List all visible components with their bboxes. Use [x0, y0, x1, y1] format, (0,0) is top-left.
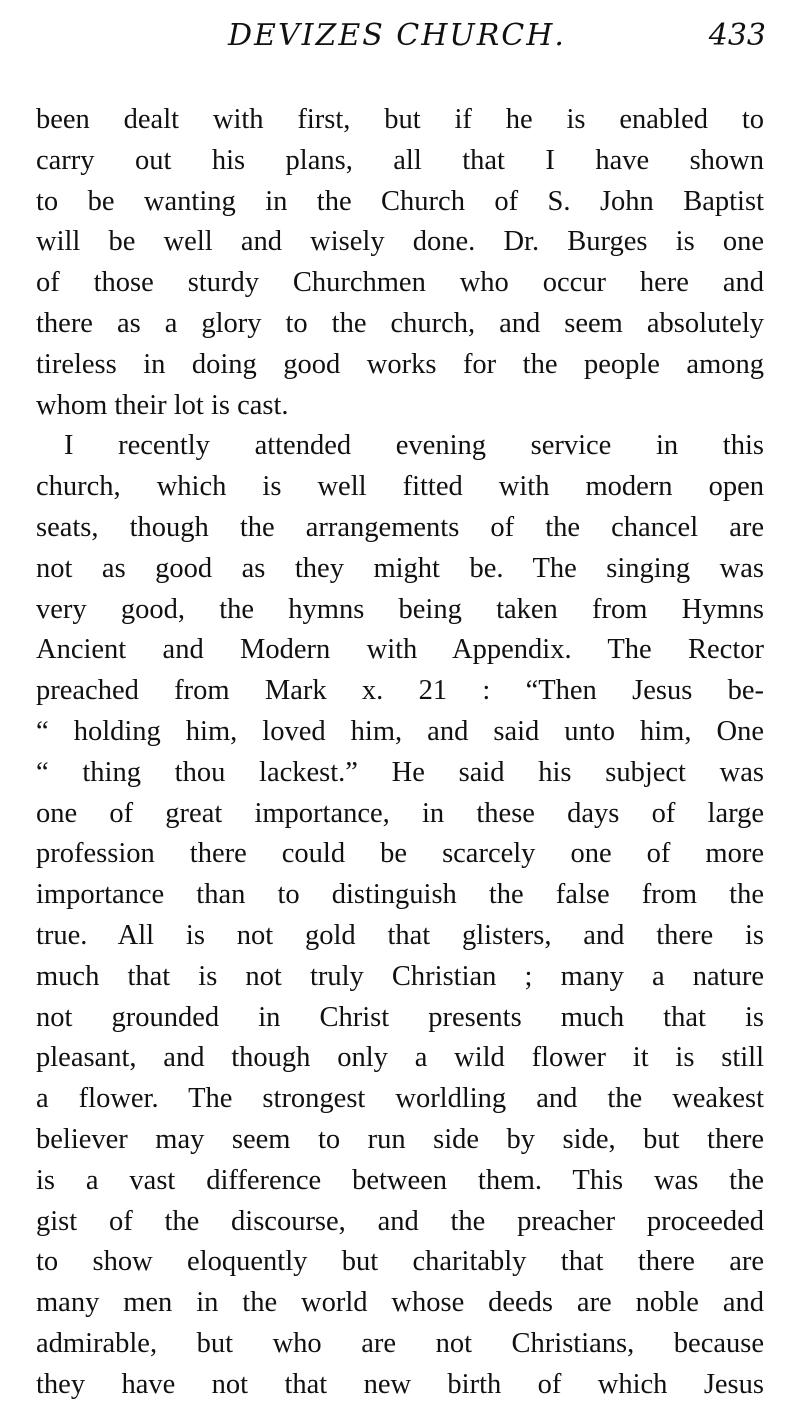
- text-line: of those sturdy Churchmen who occur here and: [36, 267, 764, 299]
- text-line: one of great importance, in these days of large: [36, 797, 764, 829]
- text-line: to be wanting in the Church of S. John Baptist: [36, 185, 764, 217]
- text-line: carry out his plans, all that I have shown: [36, 144, 764, 176]
- text-line: not as good as they might be. The singing was: [36, 552, 764, 584]
- text-line: true. All is not gold that glisters, and there is: [36, 919, 764, 951]
- text-line: many men in the world whose deeds are noble and: [36, 1287, 764, 1319]
- paragraph-end-line: whom their lot is cast.: [36, 389, 289, 421]
- text-line: not grounded in Christ presents much that is: [36, 1001, 764, 1033]
- text-line: will be well and wisely done. Dr. Burges is one: [36, 226, 764, 258]
- paragraph-start-line: I recently attended evening service in this: [64, 430, 764, 462]
- text-line: very good, the hymns being taken from Hymns: [36, 593, 764, 625]
- text-line: they have not that new birth of which Jesus: [36, 1368, 764, 1400]
- text-line: tireless in doing good works for the people among: [36, 348, 764, 380]
- text-line: a flower. The strongest worldling and the weakest: [36, 1083, 764, 1115]
- text-line: profession there could be scarcely one of more: [36, 838, 764, 870]
- text-line: Ancient and Modern with Appendix. The Rector: [36, 634, 764, 666]
- text-line: believer may seem to run side by side, but there: [36, 1123, 764, 1155]
- text-line: to show eloquently but charitably that there are: [36, 1246, 764, 1278]
- text-line: church, which is well fitted with modern open: [36, 471, 764, 503]
- text-line: “ thing thou lackest.” He said his subject was: [36, 756, 764, 788]
- text-line: “ holding him, loved him, and said unto him, One: [36, 715, 764, 747]
- text-line: gist of the discourse, and the preacher proceeded: [36, 1205, 764, 1237]
- text-line: pleasant, and though only a wild flower it is still: [36, 1042, 764, 1074]
- text-line: there as a glory to the church, and seem absolutely: [36, 307, 764, 339]
- page-number: 433: [708, 18, 766, 53]
- text-line: admirable, but who are not Christians, because: [36, 1327, 764, 1359]
- text-line: importance than to distinguish the false from the: [36, 879, 764, 911]
- text-line: is a vast difference between them. This was the: [36, 1164, 764, 1196]
- text-line: much that is not truly Christian ; many a nature: [36, 960, 764, 992]
- running-head: [0, 18, 800, 62]
- body-text: [36, 100, 764, 1406]
- text-line: been dealt with first, but if he is enabled to: [36, 104, 764, 135]
- text-line: preached from Mark x. 21 : “Then Jesus be-: [36, 675, 764, 707]
- text-line: seats, though the arrangements of the chancel are: [36, 511, 764, 543]
- running-title: DEVIZES CHURCH.: [228, 18, 566, 53]
